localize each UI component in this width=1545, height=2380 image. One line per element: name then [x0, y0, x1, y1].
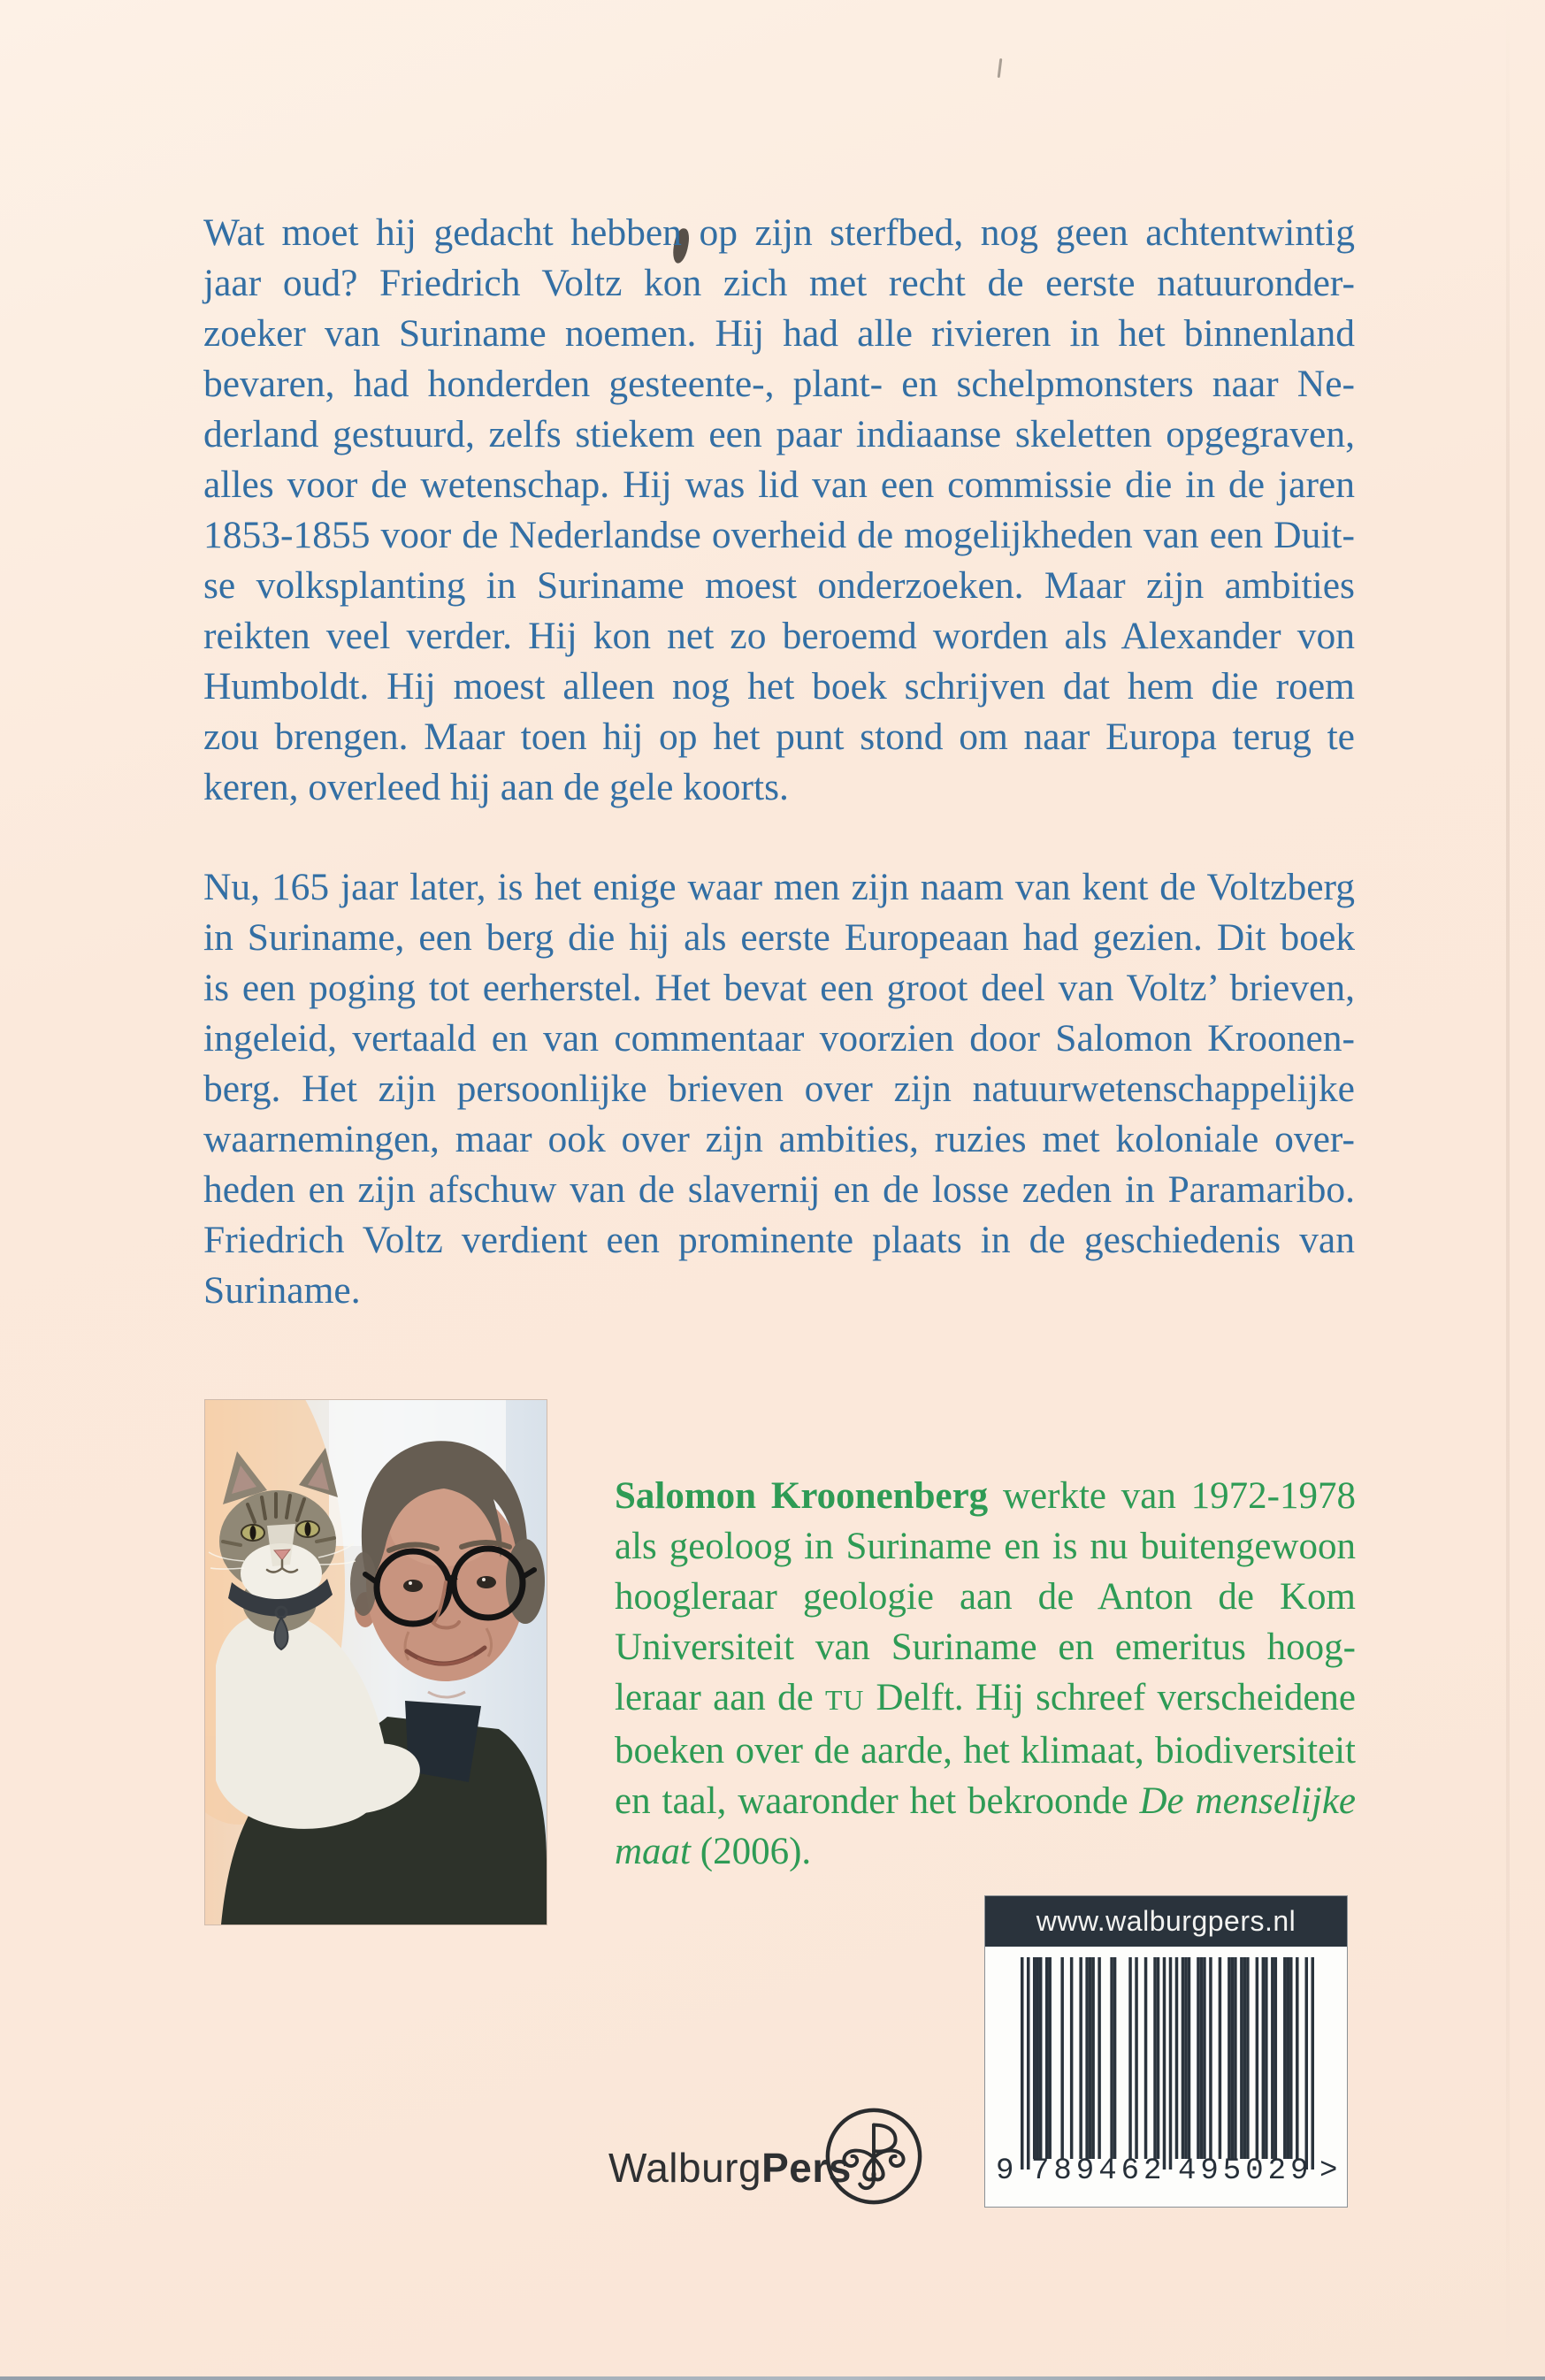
synopsis-line: berg. Het zijn persoonlijke brieven over zijn natuurwetenschappelijke — [203, 1068, 1355, 1110]
isbn-group-2: 495029 — [1178, 2154, 1313, 2188]
synopsis-line: zoeker van Suriname noemen. Hij had alle rivieren in het binnenland — [203, 312, 1355, 355]
synopsis-line: reikten veel verder. Hij kon net zo beroemd worden als Alexander von — [203, 615, 1355, 657]
synopsis-line: zou brengen. Maar toen hij op het punt stond om naar Europa terug te — [203, 716, 1355, 758]
author-bio — [615, 1471, 1356, 1877]
synopsis-paragraph-1 — [203, 208, 1355, 813]
scan-bottom-edge — [0, 2376, 1545, 2380]
bio-text: Delft. Hij schreef verscheidene — [864, 1677, 1356, 1718]
synopsis-paragraph-2 — [203, 862, 1355, 1316]
publisher-name-bold: Pers — [761, 2145, 852, 2191]
synopsis-line: Humboldt. Hij moest alleen nog het boek schrijven dat hem die roem — [203, 665, 1355, 708]
publisher-logo-icon — [822, 2102, 926, 2210]
bio-line: boeken over de aarde, het klimaat, biodiversiteit — [615, 1730, 1356, 1772]
isbn-first-digit: 9 — [996, 2154, 1014, 2188]
bio-text: werkte van 1972-1978 — [988, 1475, 1356, 1517]
bio-line: als geoloog in Suriname en is nu buitengewoon — [615, 1526, 1356, 1567]
ean13-barcode — [1021, 1957, 1314, 2170]
book-title-italic: maat — [615, 1831, 691, 1872]
synopsis-line: derland gestuurd, zelfs stiekem een paar indiaanse skeletten opgegraven, — [203, 413, 1355, 455]
synopsis-line: alles voor de wetenschap. Hij was lid van een commissie die in de jaren — [203, 463, 1355, 506]
bio-text: (2006). — [691, 1831, 812, 1872]
book-title-italic: De menselijke — [1139, 1780, 1356, 1822]
bio-line — [615, 1776, 1356, 1826]
bio-text: en taal, waaronder het bekroonde — [615, 1780, 1140, 1822]
isbn-group-1: 789462 — [1031, 2154, 1166, 2188]
bio-line — [615, 1672, 1356, 1726]
synopsis-line: se volksplanting in Suriname moest onderzoeken. Maar zijn ambities — [203, 564, 1355, 607]
publisher-website: www.walburgpers.nl — [985, 1896, 1347, 1947]
isbn-digits — [985, 2154, 1347, 2193]
bio-text: leraar aan de — [615, 1677, 825, 1718]
publisher-wordmark — [608, 2144, 852, 2193]
synopsis-line: Nu, 165 jaar later, is het enige waar men zijn naam van kent de Voltzberg — [203, 866, 1355, 908]
bio-line: Universiteit van Suriname en emeritus hoog- — [615, 1626, 1356, 1668]
synopsis-line: 1853-1855 voor de Nederlandse overheid de mogelijkheden van een Duit- — [203, 514, 1355, 556]
synopsis-line: Friedrich Voltz verdient een prominente plaats in de geschiedenis van — [203, 1219, 1355, 1261]
isbn-suffix: > — [1319, 2154, 1338, 2188]
bio-line — [615, 1471, 1356, 1521]
author-photo — [205, 1400, 547, 1925]
synopsis-text — [203, 208, 1355, 1316]
synopsis-line: Suriname. — [203, 1269, 361, 1312]
synopsis-line: waarnemingen, maar ook over zijn ambities, ruzies met koloniale over- — [203, 1118, 1355, 1160]
author-photo-illustration — [205, 1400, 547, 1925]
bio-text-smallcaps: TU — [824, 1685, 865, 1716]
author-name: Salomon Kroonenberg — [615, 1475, 989, 1517]
bio-line: hoogleraar geologie aan de Anton de Kom — [615, 1576, 1356, 1618]
publisher-name-regular: Walburg — [608, 2145, 762, 2191]
synopsis-line: bevaren, had honderden gesteente-, plant- en schelpmonsters naar Ne- — [203, 363, 1355, 405]
dust-speck — [998, 58, 1003, 78]
synopsis-line: ingeleid, vertaald en van commentaar voorzien door Salomon Kroonen- — [203, 1017, 1355, 1060]
synopsis-line: jaar oud? Friedrich Voltz kon zich met recht de eerste natuuronder- — [203, 262, 1355, 304]
synopsis-line: heden en zijn afschuw van de slavernij en de losse zeden in Paramaribo. — [203, 1168, 1355, 1211]
monogram-icon — [822, 2102, 926, 2210]
synopsis-line: Wat moet hij gedacht hebben op zijn sterfbed, nog geen achtentwintig — [203, 211, 1355, 254]
synopsis-line: keren, overleed hij aan de gele koorts. — [203, 766, 789, 808]
barcode-block — [984, 1895, 1348, 2208]
bio-line — [615, 1826, 1356, 1877]
cover-crease — [1506, 0, 1510, 2380]
synopsis-line: in Suriname, een berg die hij als eerste Europeaan had gezien. Dit boek — [203, 916, 1355, 959]
synopsis-line: is een poging tot eerherstel. Het bevat een groot deel van Voltz’ brieven, — [203, 967, 1355, 1009]
